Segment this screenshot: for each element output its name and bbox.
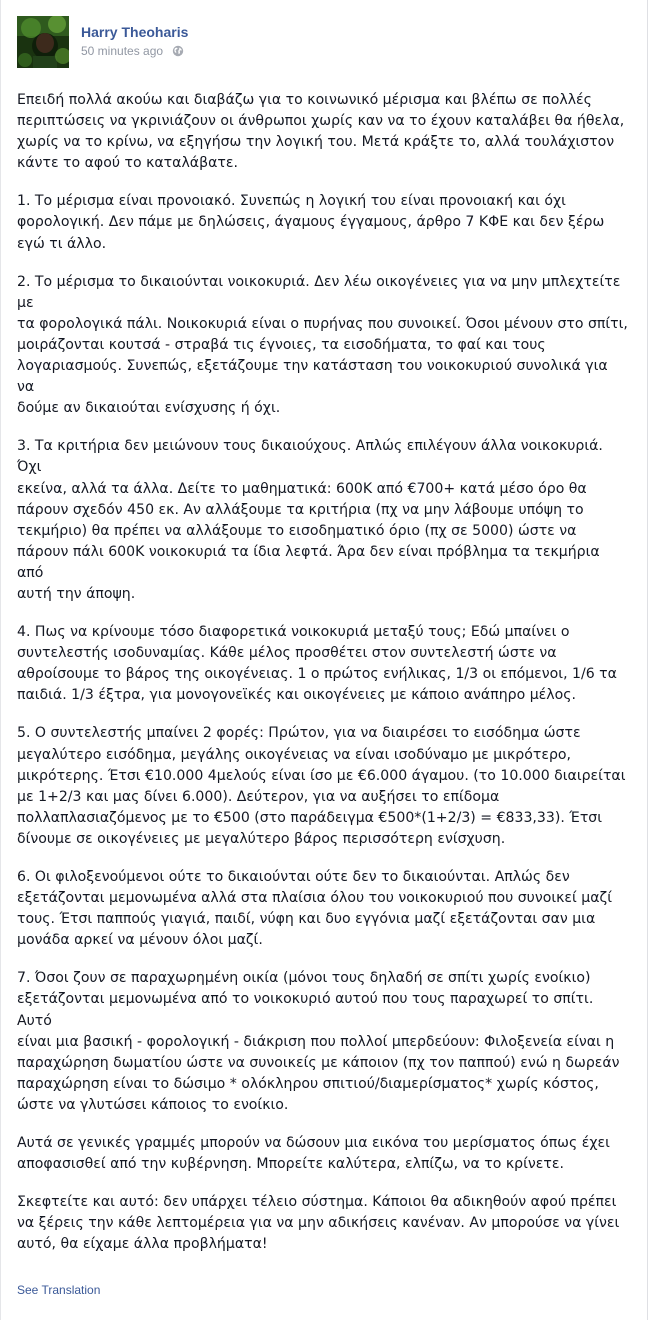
avatar-image: [17, 16, 69, 68]
post-paragraph-5: 5. Ο συντελεστής μπαίνει 2 φορές: Πρώτον, για να διαιρέσει το εισόδημα ώστε μεγαλύτερο εισόδημα, μεγάλης οικογένειας να είναι ισοδύναμο με μικρότερο, μικρότερης. Έτσι €10.000 4μελούς είναι ίσο με €6.000 άγαμου. (το 10.000 διαιρείται με 1+2/3 και μας δίνει 6.000). Δεύτερον, για να αυξήσει το επίδομα πολλαπλασιαζόμενος με το €500 (στο παράδειγμα €500*(1+2/3) = €833,33). Έτσι δίνουμε σε οικογένειες με μεγαλύτερο βάρος περισσότερη ενίσχυση.: [17, 725, 626, 847]
see-translation-link[interactable]: See Translation: [17, 1283, 101, 1297]
post-timestamp[interactable]: 50 minutes ago: [81, 44, 164, 58]
globe-icon[interactable]: [172, 45, 184, 57]
avatar[interactable]: [17, 16, 69, 68]
post-paragraph-summary: Αυτά σε γενικές γραμμές μπορούν να δώσουν μια εικόνα του μερίσματος όπως έχει αποφασισθεί από την κυβέρνηση. Μπορείτε καλύτερα, ελπίζω, να το κρίνετε.: [17, 1135, 610, 1173]
author-name[interactable]: Harry Theoharis: [81, 24, 189, 40]
post-paragraph-7: 7. Όσοι ζουν σε παραχωρημένη οικία (μόνοι τους δηλαδή σε σπίτι χωρίς ενοίκιο) εξετάζονται μεμονωμένα από το νοικοκυριό αυτού που τους παραχωρεί το σπίτι. Αυτό είναι μια βασική - φορολογική - διάκριση που πολλοί μπερδεύουν: Φιλοξενεία είναι η παραχώρηση δωματίου ώστε να συνοικείς με κάποιον (πχ τον παππού) ενώ η δωρεάν παραχώρηση είναι το δώσιμο * ολόκληρου σπιτιού/διαμερίσματος* χωρίς κόστος, ώστε να γλυτώσει κάποιος το ενοίκιο.: [17, 970, 620, 1113]
post-paragraph-4: 4. Πως να κρίνουμε τόσο διαφορετικά νοικοκυριά μεταξύ τους; Εδώ μπαίνει ο συντελεστής ισοδυναμίας. Κάθε μέλος προσθέτει στον συντελεστή ώστε να αθροίσουμε το βάρος της οικογένειας. 1 ο πρώτος ενήλικας, 1/3 οι επόμενοι, 1/6 τα παιδιά. 1/3 έξτρα, για μονογονεϊκές και οικογένειες με κάποιο ανάπηρο μέλος.: [17, 624, 617, 704]
post-body: [17, 90, 629, 1273]
post-meta: [81, 44, 184, 58]
post-paragraph-intro: Επειδή πολλά ακούω και διαβάζω για το κοινωνικό μέρισμα και βλέπω σε πολλές περιπτώσεις να γκρινιάζουν οι άνθρωποι χωρίς καν να το έχουν καταλάβει θα ήθελα, χωρίς να το κρίνω, να εξηγήσω την λογική του. Μετά κράξτε το, αλλά τουλάχιστον κάντε το αφού το καταλάβατε.: [17, 92, 625, 172]
post-paragraph-closing: Σκεφτείτε και αυτό: δεν υπάρχει τέλειο σύστημα. Κάποιοι θα αδικηθούν αφού πρέπει να ξέρεις την κάθε λεπτομέρεια για να μην αδικήσεις κανέναν. Αν μπορούσε να γίνει αυτό, θα είχαμε άλλα προβλήματα!: [17, 1194, 620, 1253]
post-paragraph-1: 1. Το μέρισμα είναι προνοιακό. Συνεπώς η λογική του είναι προνοιακή και όχι φορολογική. Δεν πάμε με δηλώσεις, άγαμους έγγαμους, άρθρο 7 ΚΦΕ και δεν ξέρω εγώ τι άλλο.: [17, 193, 605, 252]
post-paragraph-2: 2. Το μέρισμα το δικαιούνται νοικοκυριά. Δεν λέω οικογένειες για να μην μπλεχτείτε με τα φορολογικά πάλι. Νοικοκυριά είναι ο πυρήνας που συνοικεί. Όσοι μένουν στο σπίτι, μοιράζονται κουτσά - στραβά τις έγνοιες, τα εισοδήματα, το φαί και τους λογαριασμούς. Συνεπώς, εξετάζουμε την κατάσταση του νοικοκυριού συνολικά για να δούμε αν δικαιούται ενίσχυσης ή όχι.: [17, 273, 628, 417]
post-paragraph-3: 3. Τα κριτήρια δεν μειώνουν τους δικαιούχους. Απλώς επιλέγουν άλλα νοικοκυριά. Όχι εκείνα, αλλά τα άλλα. Δείτε το μαθηματικά: 600Κ από €700+ κατά μέσο όρο θα πάρουν σχεδόν 450 εκ. Αν αλλάξουμε τα κριτήρια (πχ να μην λάβουμε υπόψη το τεκμήριο) θα πρέπει να αλλάξουμε το εισοδηματικό όριο (πχ σε 5000) ώστε να πάρουν πάλι 600Κ νοικοκυριά τα ίδια λεφτά. Άρα δεν είναι πρόβλημα τα τεκμήρια από αυτή την άποψη.: [17, 438, 603, 602]
post-paragraph-6: 6. Οι φιλοξενούμενοι ούτε το δικαιούνται ούτε δεν το δικαιούνται. Απλώς δεν εξετάζονται μεμονωμένα αλλά στα πλαίσια όλου του νοικοκυριού που συνοικεί μαζί τους. Έτσι παππούς γιαγιά, παιδί, νύφη και δυο εγγόνια μαζί εξετάζονται σαν μια μονάδα αρκεί να μένουν όλοι μαζί.: [17, 869, 612, 949]
